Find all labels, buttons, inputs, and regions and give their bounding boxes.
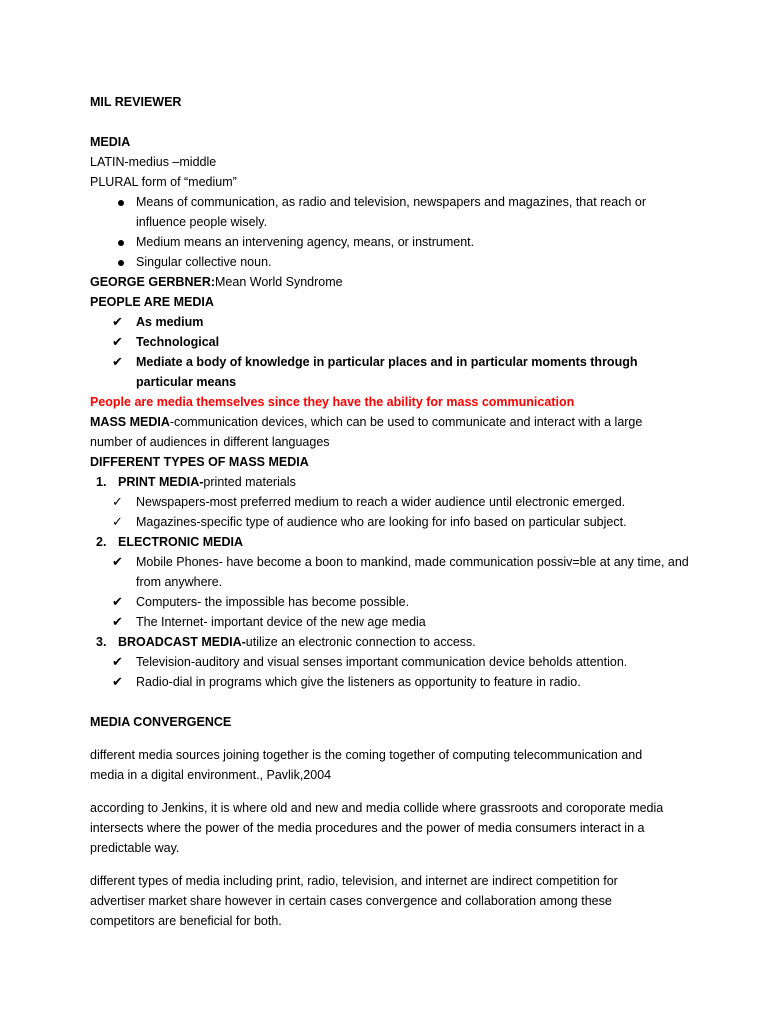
checkmark-icon: ✔: [112, 334, 123, 349]
list-item: Singular collective noun.: [90, 252, 696, 272]
list-item: Medium means an intervening agency, means, or instrument.: [90, 232, 696, 252]
checkmark-icon: ✓: [112, 514, 123, 529]
convergence-paragraph: different types of media including print, radio, television, and internet are indirect competition for advertiser market share however in certain cases convergence and collaboration among these competitors are beneficial for both.: [90, 874, 618, 928]
list-item: ✔ Radio-dial in programs which give the listeners as opportunity to feature in radio.: [90, 672, 696, 692]
list-item: ✔ Computers- the impossible has become possible.: [90, 592, 696, 612]
checkmark-icon: ✔: [112, 314, 123, 329]
convergence-heading: MEDIA CONVERGENCE: [90, 715, 232, 729]
list-item: ✔ As medium: [90, 312, 696, 332]
spacer: [90, 732, 690, 745]
spacer: [90, 858, 690, 871]
people-media-heading: PEOPLE ARE MEDIA: [90, 295, 214, 309]
media-heading: MEDIA: [90, 135, 131, 149]
type-electronic: 2. ELECTRONIC MEDIA: [96, 535, 243, 549]
checkmark-icon: ✓: [112, 494, 123, 509]
checkmark-icon: ✔: [112, 594, 123, 609]
list-item: ✔ Mobile Phones- have become a boon to mankind, made communication possiv=ble at any time, and from anywhere.: [112, 554, 689, 589]
list-item: ✓ Magazines-specific type of audience who are looking for info based on particular subject.: [90, 512, 696, 532]
list-item: Means of communication, as radio and television, newspapers and magazines, that reach or influence people wisely.: [90, 192, 696, 232]
bullet-icon: [114, 232, 128, 252]
mass-media-definition: MASS MEDIA-communication devices, which can be used to communicate and interact with a large number of audiences in different languages: [90, 415, 643, 449]
list-item: ✓ Newspapers-most preferred medium to reach a wider audience until electronic emerged.: [90, 492, 696, 512]
doc-title: MIL REVIEWER: [90, 95, 182, 109]
checkmark-icon: ✔: [112, 554, 123, 569]
gerbner-line: GEORGE GERBNER:Mean World Syndrome: [90, 275, 343, 289]
list-item: ✔ Mediate a body of knowledge in particular places and in particular moments through particular means: [112, 354, 638, 389]
highlight-statement: People are media themselves since they have the ability for mass communication: [90, 395, 575, 409]
plural-line: PLURAL form of “medium”: [90, 175, 237, 189]
type-broadcast: 3. BROADCAST MEDIA-utilize an electronic connection to access.: [96, 635, 476, 649]
convergence-paragraph: different media sources joining together is the coming together of computing telecommunication and media in a digital environment., Pavlik,2004: [90, 748, 643, 782]
checkmark-icon: ✔: [112, 614, 123, 629]
list-item: ✔ Television-auditory and visual senses important communication device beholds attention.: [90, 652, 696, 672]
spacer: [90, 785, 690, 798]
spacer: [90, 692, 690, 712]
document-page: [90, 92, 690, 931]
checkmark-icon: ✔: [112, 674, 123, 689]
convergence-paragraph: according to Jenkins, it is where old and new and media collide where grassroots and coroporate media intersects where the power of the media procedures and the power of media consumers interact in a predictable way.: [90, 801, 664, 855]
list-item: ✔ The Internet- important device of the new age media: [90, 612, 696, 632]
list-item: ✔ Technological: [90, 332, 696, 352]
type-print: 1. PRINT MEDIA-printed materials: [96, 475, 296, 489]
checkmark-icon: ✔: [112, 354, 123, 369]
latin-line: LATIN-medius –middle: [90, 155, 217, 169]
checkmark-icon: ✔: [112, 654, 123, 669]
bullet-icon: [114, 192, 128, 212]
types-heading: DIFFERENT TYPES OF MASS MEDIA: [90, 455, 309, 469]
spacer: [90, 112, 690, 132]
bullet-icon: [114, 252, 128, 272]
